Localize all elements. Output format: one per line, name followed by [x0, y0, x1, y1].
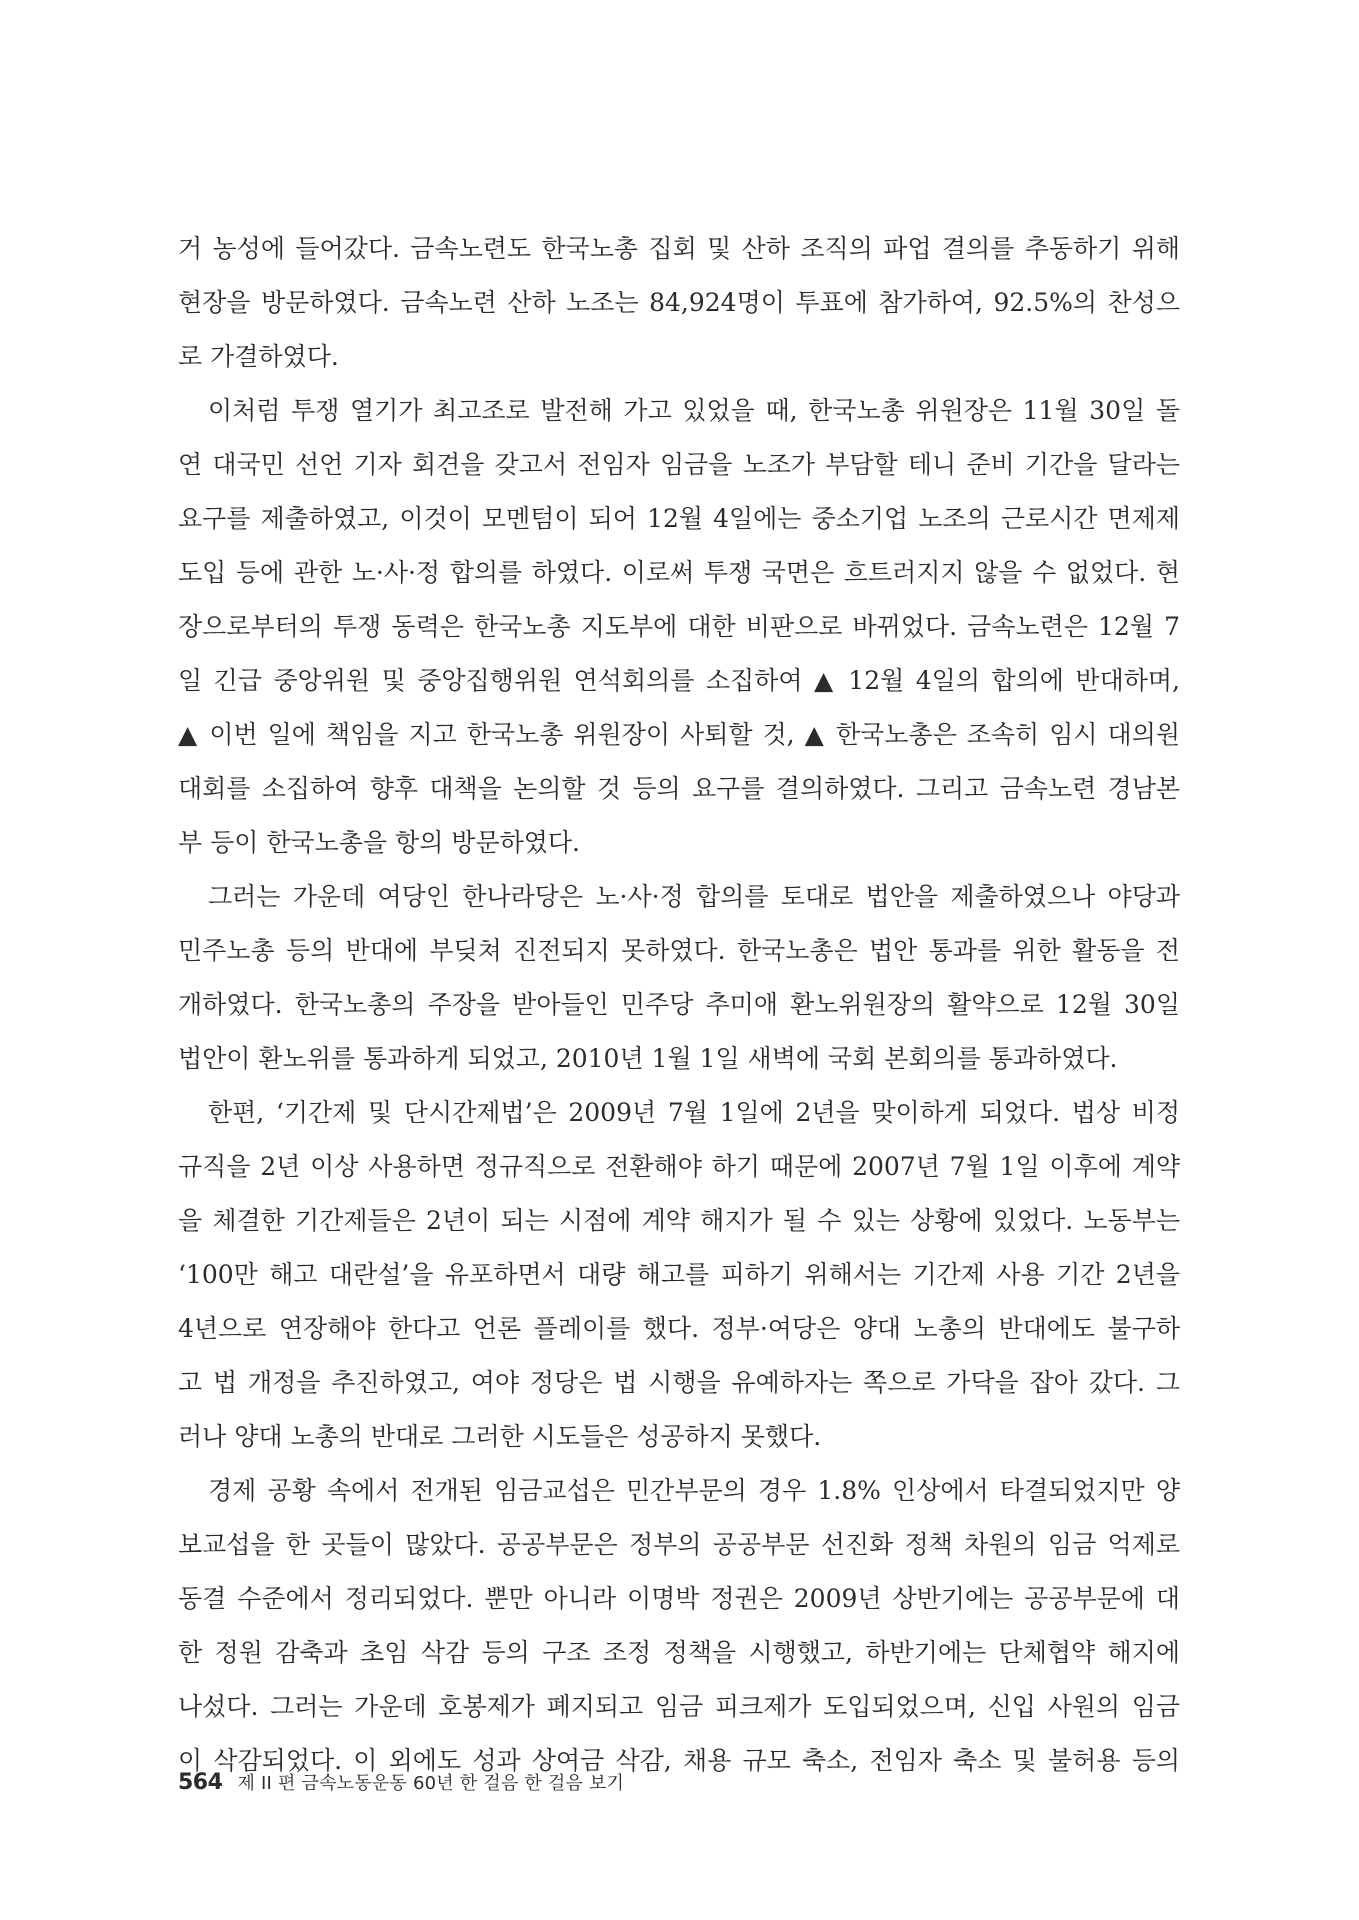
paragraph-5 — [178, 1464, 1180, 1788]
text-line: 을 체결한 기간제들은 2년이 되는 시점에 계약 해지가 될 수 있는 상황에 있었다. 노동부는 — [178, 1206, 1180, 1235]
text-line: 개하였다. 한국노총의 주장을 받아들인 민주당 추미애 환노위원장의 활약으로 12월 30일 — [178, 990, 1180, 1019]
text-line: 대회를 소집하여 향후 대책을 논의할 것 등의 요구를 결의하였다. 그리고 금속노련 경남본 — [178, 774, 1180, 803]
paragraph-1 — [178, 222, 1180, 384]
text-line: 그러는 가운데 여당인 한나라당은 노·사·정 합의를 토대로 법안을 제출하였으나 야당과 — [208, 882, 1180, 911]
text-line: 민주노총 등의 반대에 부딪쳐 진전되지 못하였다. 한국노총은 법안 통과를 위한 활동을 전 — [178, 936, 1180, 965]
text-line: 요구를 제출하였고, 이것이 모멘텀이 되어 12월 4일에는 중소기업 노조의 근로시간 면제제 — [178, 504, 1180, 533]
text-line: 한 정원 감축과 초임 삭감 등의 구조 조정 정책을 시행했고, 하반기에는 단체협약 해지에 — [178, 1638, 1180, 1667]
text-line: 한편, ‘기간제 및 단시간제법’은 2009년 7월 1일에 2년을 맞이하게 되었다. 법상 비정 — [208, 1098, 1180, 1127]
text-line: 거 농성에 들어갔다. 금속노련도 한국노총 집회 및 산하 조직의 파업 결의를 추동하기 위해 — [178, 234, 1180, 263]
paragraph-2 — [178, 384, 1180, 870]
text-line: 일 긴급 중앙위원 및 중앙집행위원 연석회의를 소집하여 ▲ 12월 4일의 합의에 반대하며, — [178, 666, 1180, 695]
text-line: 이처럼 투쟁 열기가 최고조로 발전해 가고 있었을 때, 한국노총 위원장은 11월 30일 돌 — [208, 396, 1180, 425]
text-line: 현장을 방문하였다. 금속노련 산하 노조는 84,924명이 투표에 참가하여, 92.5%의 찬성으 — [178, 288, 1180, 317]
page-number: 564 — [178, 1770, 223, 1795]
text-line: 로 가결하였다. — [178, 342, 339, 371]
text-line: 경제 공황 속에서 전개된 임금교섭은 민간부문의 경우 1.8% 인상에서 타결되었지만 양 — [208, 1476, 1180, 1505]
text-line: 나섰다. 그러는 가운데 호봉제가 폐지되고 임금 피크제가 도입되었으며, 신입 사원의 임금 — [178, 1692, 1180, 1721]
running-head: 제 II 편 금속노동운동 60년 한 걸음 한 걸음 보기 — [237, 1773, 625, 1794]
text-line: 장으로부터의 투쟁 동력은 한국노총 지도부에 대한 비판으로 바뀌었다. 금속노련은 12월 7 — [178, 612, 1180, 641]
text-line: 러나 양대 노총의 반대로 그러한 시도들은 성공하지 못했다. — [178, 1422, 822, 1451]
text-line: ‘100만 해고 대란설’을 유포하면서 대량 해고를 피하기 위해서는 기간제 사용 기간 2년을 — [178, 1260, 1180, 1289]
text-line: 고 법 개정을 추진하였고, 여야 정당은 법 시행을 유예하자는 쪽으로 가닥을 잡아 갔다. 그 — [178, 1368, 1180, 1397]
text-line: 연 대국민 선언 기자 회견을 갖고서 전임자 임금을 노조가 부담할 테니 준비 기간을 달라는 — [178, 450, 1180, 479]
paragraph-4 — [178, 1086, 1180, 1464]
text-line: 이 삭감되었다. 이 외에도 성과 상여금 삭감, 채용 규모 축소, 전임자 축소 및 불허용 등의 — [178, 1746, 1180, 1775]
text-line: 규직을 2년 이상 사용하면 정규직으로 전환해야 하기 때문에 2007년 7월 1일 이후에 계약 — [178, 1152, 1180, 1181]
page-footer — [178, 1768, 624, 1798]
text-line: 동결 수준에서 정리되었다. 뿐만 아니라 이명박 정권은 2009년 상반기에는 공공부문에 대 — [178, 1584, 1180, 1613]
paragraph-3 — [178, 870, 1180, 1086]
text-line: ▲ 이번 일에 책임을 지고 한국노총 위원장이 사퇴할 것, ▲ 한국노총은 조속히 임시 대의원 — [178, 720, 1180, 749]
text-line: 법안이 환노위를 통과하게 되었고, 2010년 1월 1일 새벽에 국회 본회의를 통과하였다. — [178, 1044, 1118, 1073]
text-line: 부 등이 한국노총을 항의 방문하였다. — [178, 828, 580, 857]
text-line: 도입 등에 관한 노·사·정 합의를 하였다. 이로써 투쟁 국면은 흐트러지지 않을 수 없었다. 현 — [178, 558, 1180, 587]
text-line: 보교섭을 한 곳들이 많았다. 공공부문은 정부의 공공부문 선진화 정책 차원의 임금 억제로 — [178, 1530, 1180, 1559]
body-text — [178, 222, 1180, 1788]
text-line: 4년으로 연장해야 한다고 언론 플레이를 했다. 정부·여당은 양대 노총의 반대에도 불구하 — [178, 1314, 1180, 1343]
